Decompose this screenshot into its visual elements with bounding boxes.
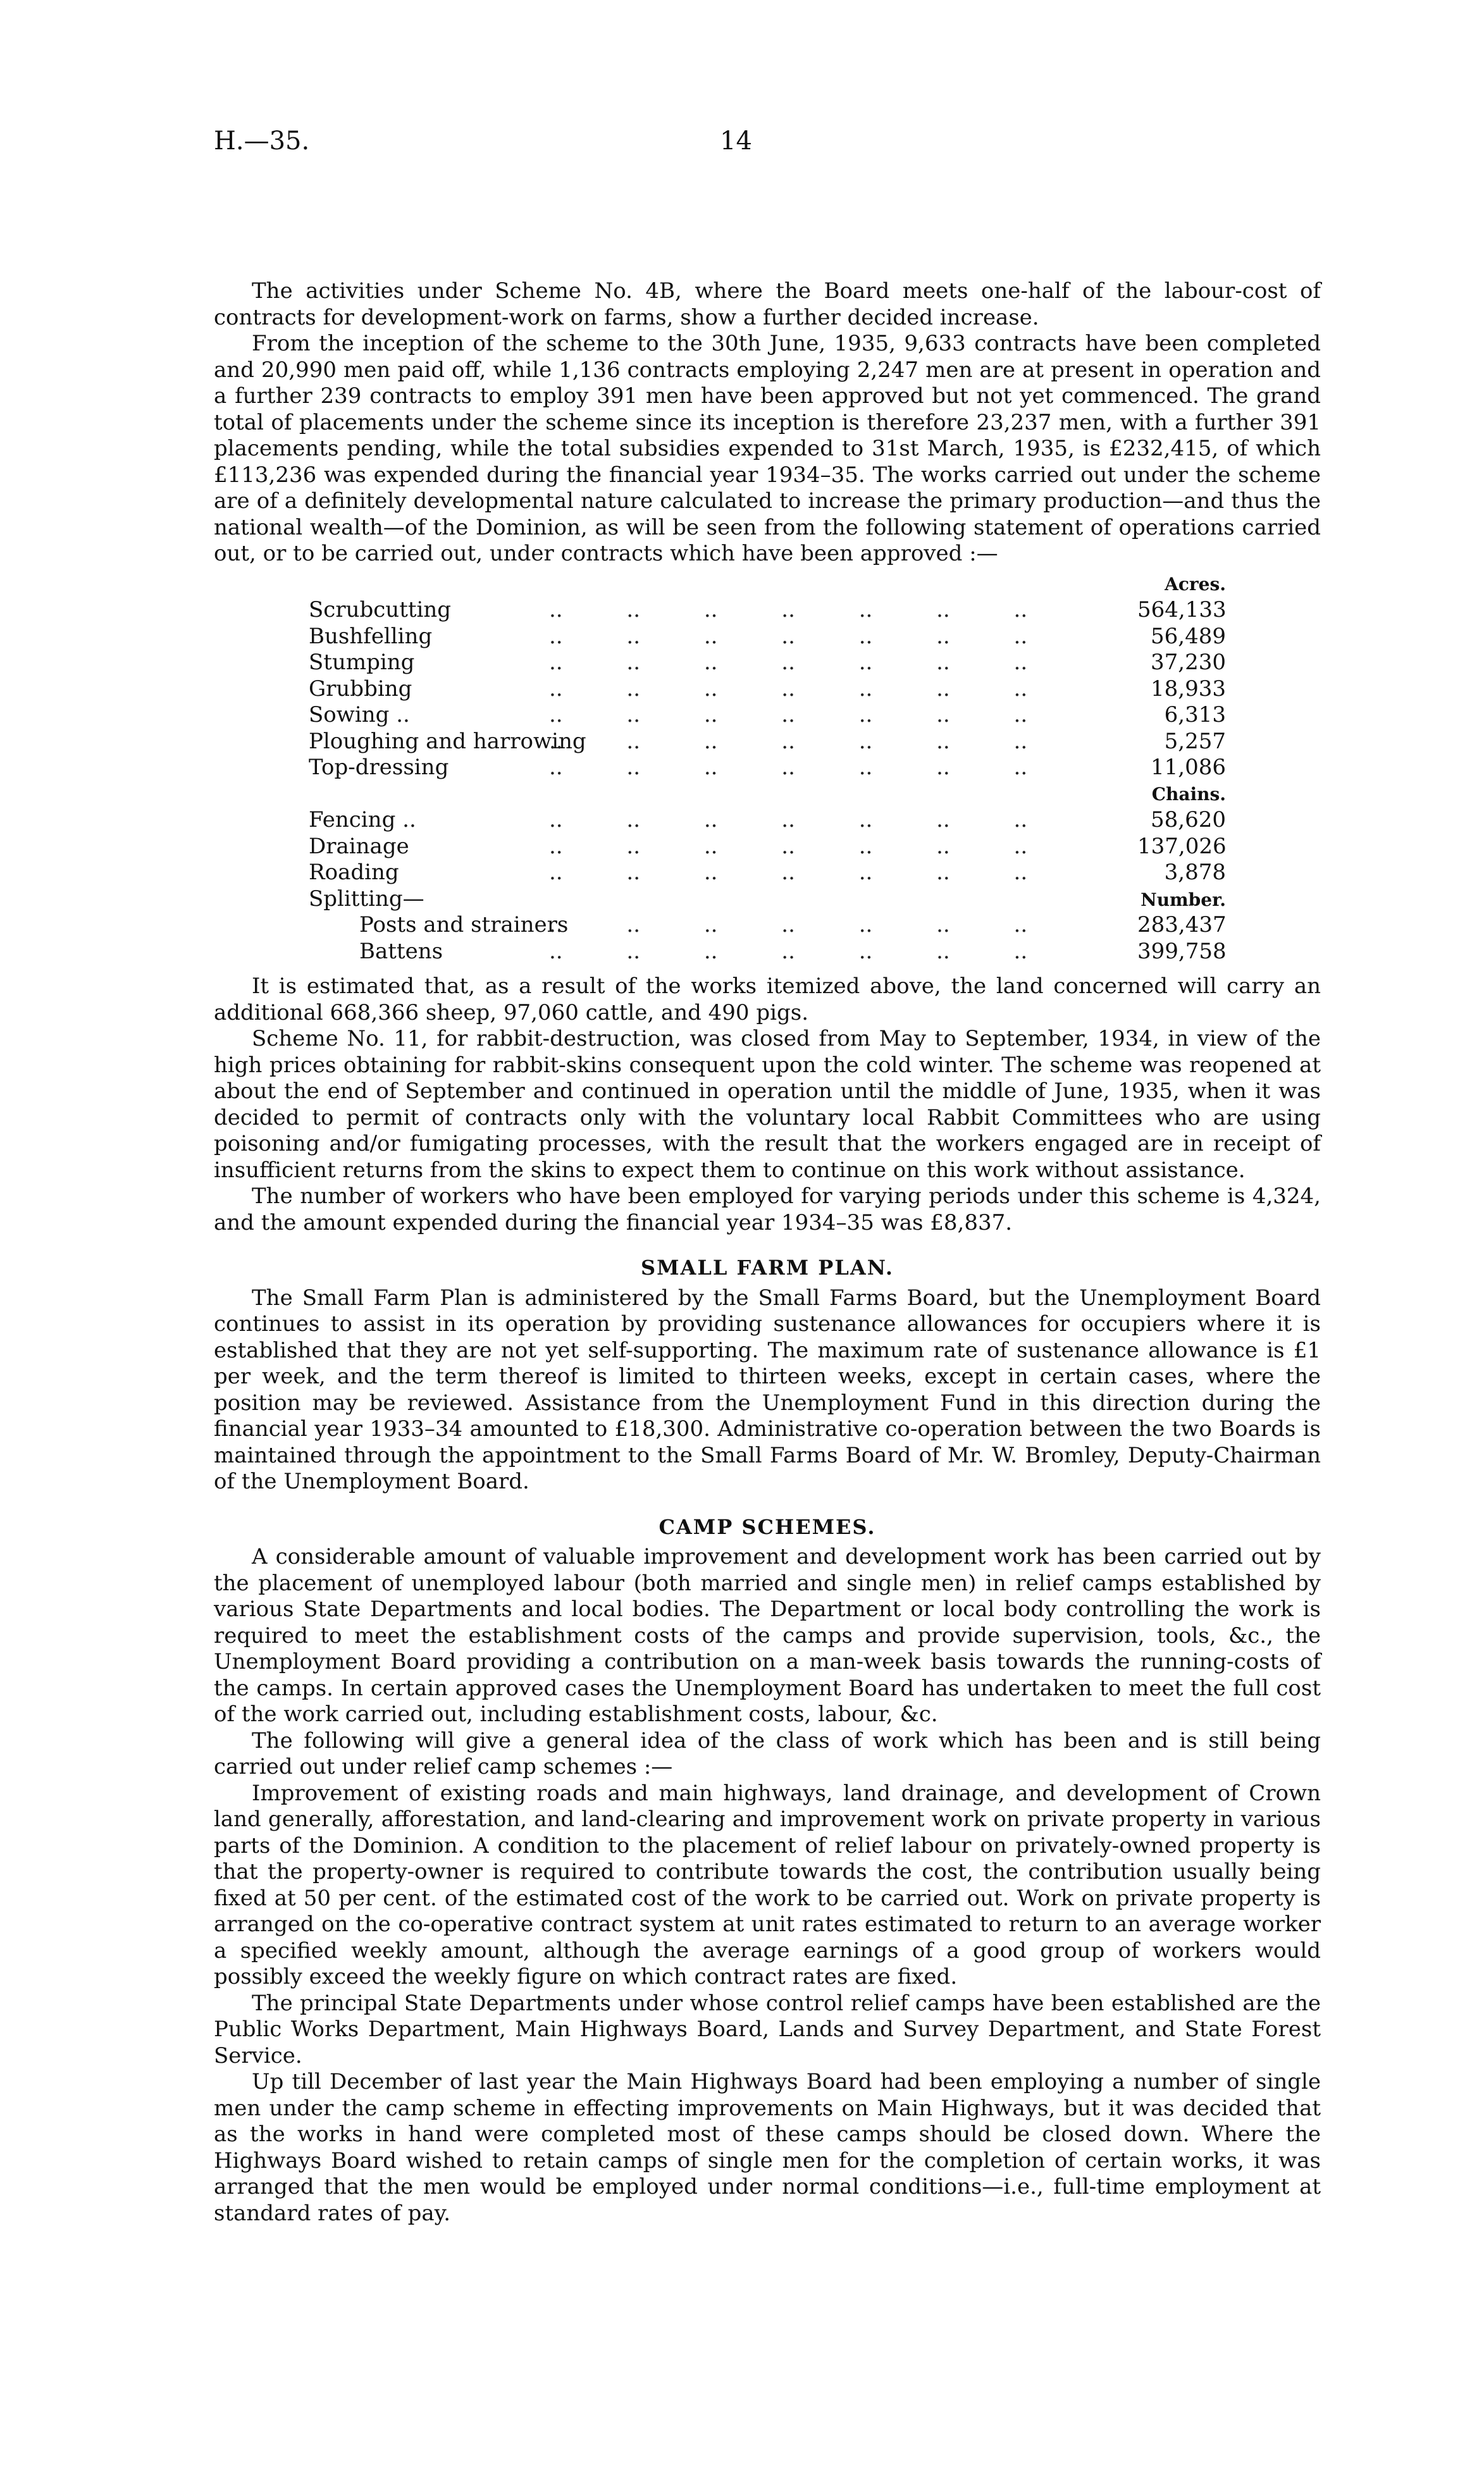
dot-leader: .. .. .. .. .. .. ..	[549, 755, 1028, 780]
section-heading-small-farm-plan: SMALL FARM PLAN.	[640, 1256, 894, 1280]
page-body	[214, 278, 1321, 2227]
unit-heading-chains: Chains.	[1151, 783, 1226, 805]
paragraph: The principal State Departments under whose control relief camps have been established are the Public Works Department, Main Highways Board, Lands and Survey Department, and State Forest Service.	[214, 1990, 1321, 2068]
row-label: Stumping	[309, 650, 415, 675]
document-code: H.—35.	[214, 127, 310, 156]
row-label: Posts and strainers	[359, 912, 569, 937]
paragraph: Scheme No. 11, for rabbit-destruction, was closed from May to September, 1934, in view of the high prices obtaining for rabbit-skins consequent upon the cold winter. The scheme was reopened at about the end of September and continued in operation until the middle of June, 1935, when it was decided to permit of contracts only with the voluntary local Rabbit Committees who are using poisoning and/or fumigating processes, with the result that the workers engaged are in receipt of insufficient returns from the skins to expect them to continue on this work without assistance.	[214, 1026, 1321, 1183]
paragraph: The activities under Scheme No. 4B, where the Board meets one-half of the labour-cost of contracts for development-work on farms, show a further decided increase.	[214, 278, 1321, 330]
row-value: 137,026	[1137, 833, 1227, 859]
row-value: 6,313	[1164, 702, 1226, 727]
table-row-splitting	[309, 886, 1226, 913]
page-number: 14	[720, 127, 752, 156]
row-label: Scrubcutting	[309, 597, 452, 622]
dot-leader: .. .. .. .. .. .. ..	[549, 807, 1028, 832]
dot-leader: .. .. .. .. .. .. ..	[549, 912, 1028, 937]
dot-leader: .. .. .. .. .. .. ..	[549, 676, 1028, 702]
row-label: Ploughing and harrowing	[309, 728, 586, 754]
table-row	[309, 912, 1226, 939]
table-row	[309, 729, 1226, 755]
table-row	[309, 676, 1226, 703]
row-value: 56,489	[1151, 623, 1226, 649]
table-row	[309, 939, 1226, 965]
row-label: Top-dressing	[309, 755, 449, 780]
row-label: Drainage	[309, 833, 409, 859]
dot-leader: .. .. .. .. .. .. ..	[549, 623, 1028, 649]
paragraph: From the inception of the scheme to the 30th June, 1935, 9,633 contracts have been completed and 20,990 men paid off, while 1,136 contracts employing 2,247 men are at present in operation and a further 239 contracts to employ 391 men have been approved but not yet commenced. The grand total of placements under the scheme since its inception is therefore 23,237 men, with a further 391 placements pending, while the total subsidies expended to 31st March, 1935, is £232,415, of which £113,236 was expended during the financial year 1934–35. The works carried out under the scheme are of a definitely developmental nature calculated to increase the primary production—and thus the national wealth—of the Dominion, as will be seen from the following statement of operations carried out, or to be carried out, under contracts which have been approved :—	[214, 331, 1321, 566]
dot-leader: .. .. .. .. .. .. ..	[549, 702, 1028, 727]
row-label: Roading	[309, 860, 399, 885]
dot-leader: .. .. .. .. .. .. ..	[549, 597, 1028, 622]
dot-leader: .. .. .. .. .. .. ..	[549, 650, 1028, 675]
row-value: 564,133	[1137, 597, 1227, 622]
row-value: 5,257	[1164, 728, 1226, 754]
paragraph: The number of workers who have been employed for varying periods under this scheme is 4,324, and the amount expended during the financial year 1934–35 was £8,837.	[214, 1184, 1321, 1235]
operations-table	[309, 571, 1226, 965]
table-row	[309, 834, 1226, 860]
row-label: Bushfelling	[309, 623, 433, 649]
table-row	[309, 755, 1226, 781]
table-row	[309, 860, 1226, 886]
row-label: Sowing ..	[309, 702, 410, 727]
paragraph: Improvement of existing roads and main highways, land drainage, and development of Crown land generally, afforestation, and land-clearing and improvement work on private property in various parts of the Dominion. A condition to the placement of relief labour on privately-owned property is that the property-owner is required to contribute towards the cost, the contribution usually being fixed at 50 per cent. of the estimated cost of the work to be carried out. Work on private property is arranged on the co-operative contract system at unit rates estimated to return to an average worker a specified weekly amount, although the average earnings of a good group of workers would possibly exceed the weekly figure on which contract rates are fixed.	[214, 1780, 1321, 1989]
row-value: 11,086	[1151, 755, 1226, 780]
section-heading-camp-schemes: CAMP SCHEMES.	[659, 1514, 876, 1539]
row-value: 37,230	[1151, 650, 1226, 675]
row-value: 3,878	[1164, 860, 1226, 885]
row-label: Fencing ..	[309, 807, 416, 832]
table-row	[309, 702, 1226, 729]
row-value: 58,620	[1151, 807, 1226, 832]
unit-heading-number: Number.	[1141, 889, 1226, 910]
dot-leader: .. .. .. .. .. .. ..	[549, 938, 1028, 964]
table-row	[309, 624, 1226, 650]
row-value: 18,933	[1151, 676, 1226, 702]
row-label: Splitting—	[309, 886, 424, 912]
dot-leader: .. .. .. .. .. .. ..	[549, 728, 1028, 754]
page-header	[214, 127, 1321, 158]
row-value: 283,437	[1137, 912, 1227, 937]
dot-leader: .. .. .. .. .. .. ..	[549, 860, 1028, 885]
paragraph: The following will give a general idea of the class of work which has been and is still being carried out under relief camp schemes :—	[214, 1728, 1321, 1779]
dot-leader: .. .. .. .. .. .. ..	[549, 833, 1028, 859]
row-label: Battens	[359, 938, 443, 964]
table-row	[309, 650, 1226, 676]
paragraph: It is estimated that, as a result of the works itemized above, the land concerned will carry an additional 668,366 sheep, 97,060 cattle, and 490 pigs.	[214, 974, 1321, 1025]
paragraph: Up till December of last year the Main Highways Board had been employing a number of single men under the camp scheme in effecting improvements on Main Highways, but it was decided that as the works in hand were completed most of these camps should be closed down. Where the Highways Board wished to retain camps of single men for the completion of certain works, it was arranged that the men would be employed under normal conditions—i.e., full-time employment at standard rates of pay.	[214, 2069, 1321, 2226]
row-label: Grubbing	[309, 676, 412, 702]
table-row	[309, 807, 1226, 834]
unit-heading-acres: Acres.	[1165, 573, 1226, 595]
row-value: 399,758	[1137, 938, 1227, 964]
paragraph: The Small Farm Plan is administered by the Small Farms Board, but the Unemployment Board continues to assist in its operation by providing sustenance allowances for occupiers where it is established that they are not yet self-supporting. The maximum rate of sustenance allowance is £1 per week, and the term thereof is limited to thirteen weeks, except in certain cases, where the position may be reviewed. Assistance from the Unemployment Fund in this direction during the financial year 1933–34 amounted to £18,300. Administrative co-operation between the two Boards is maintained through the appointment to the Small Farms Board of Mr. W. Bromley, Deputy-Chairman of the Unemployment Board.	[214, 1285, 1321, 1494]
table-row	[309, 597, 1226, 624]
paragraph: A considerable amount of valuable improvement and development work has been carried out by the placement of unemployed labour (both married and single men) in relief camps established by various State Departments and local bodies. The Department or local body controlling the work is required to meet the establishment costs of the camps and provide supervision, tools, &c., the Unemployment Board providing a contribution on a man-week basis towards the running-costs of the camps. In certain approved cases the Unemployment Board has undertaken to meet the full cost of the work carried out, including establishment costs, labour, &c.	[214, 1544, 1321, 1727]
